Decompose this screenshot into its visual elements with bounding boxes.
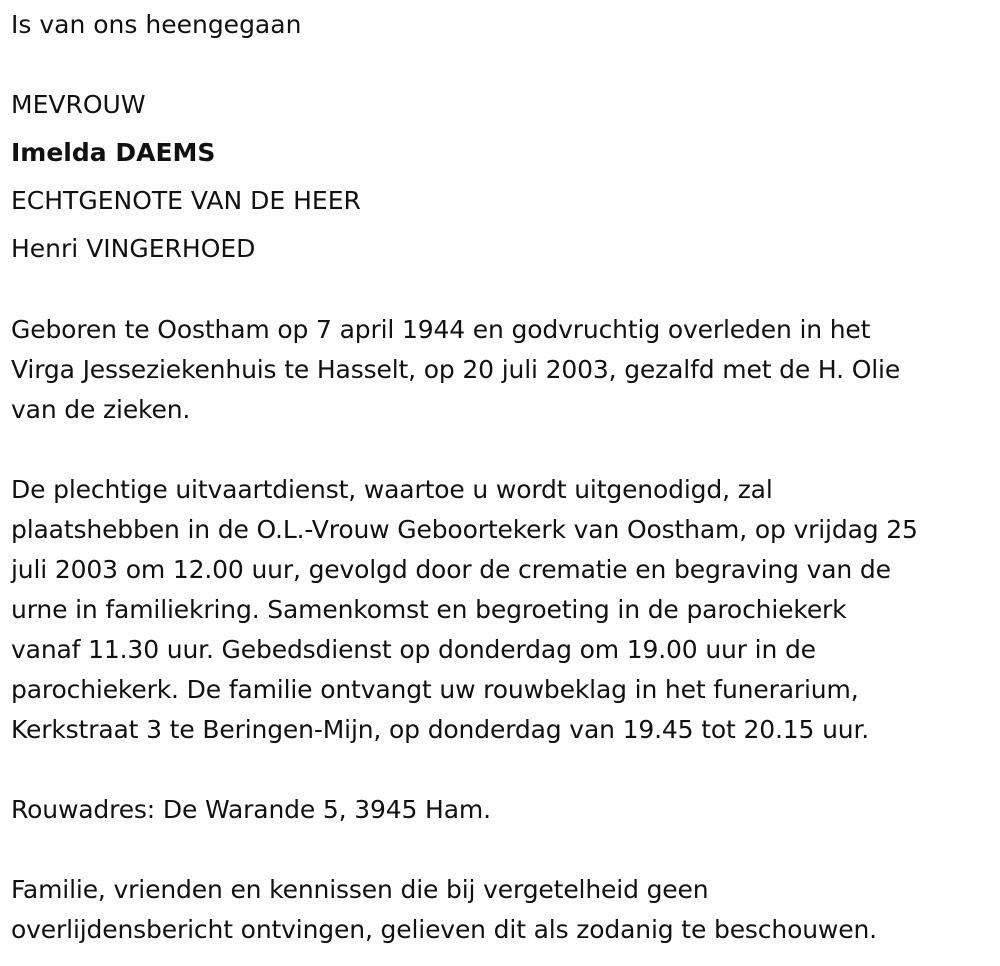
paragraph-line: van de zieken.: [11, 395, 191, 424]
paragraph-line: plaatshebben in de O.L.-Vrouw Geboortekerk van Oostham, op vrijdag 25: [11, 515, 918, 544]
paragraph-line: Familie, vrienden en kennissen die bij vergetelheid geen: [11, 875, 709, 904]
paragraph-line: De plechtige uitvaartdienst, waartoe u wordt uitgenodigd, zal: [11, 475, 773, 504]
closing-paragraph: [11, 870, 996, 950]
paragraph-line: overlijdensbericht ontvingen, gelieven dit als zodanig te beschouwen.: [11, 915, 877, 944]
spouse-name: Henri VINGERHOED: [11, 234, 256, 263]
deceased-name: Imelda DAEMS: [11, 138, 216, 167]
paragraph-line: juli 2003 om 12.00 uur, gevolgd door de crematie en begraving van de: [11, 555, 891, 584]
relation-text: ECHTGENOTE VAN DE HEER: [11, 186, 361, 215]
paragraph-line: Geboren te Oostham op 7 april 1944 en godvruchtig overleden in het: [11, 315, 871, 344]
paragraph-line: vanaf 11.30 uur. Gebedsdienst op donderdag om 19.00 uur in de: [11, 635, 816, 664]
paragraph-line: Rouwadres: De Warande 5, 3945 Ham.: [11, 795, 491, 824]
funeral-service-paragraph: [11, 470, 996, 750]
paragraph-line: parochiekerk. De familie ontvangt uw rouwbeklag in het funerarium,: [11, 675, 859, 704]
birth-death-paragraph: [11, 310, 996, 430]
paragraph-line: Virga Jesseziekenhuis te Hasselt, op 20 juli 2003, gezalfd met de H. Olie: [11, 355, 901, 384]
title-prefix: MEVROUW: [11, 90, 146, 119]
paragraph-line: urne in familiekring. Samenkomst en begroeting in de parochiekerk: [11, 595, 847, 624]
mourning-address-paragraph: [11, 790, 996, 830]
paragraph-line: Kerkstraat 3 te Beringen-Mijn, op donderdag van 19.45 tot 20.15 uur.: [11, 715, 870, 744]
intro-text: Is van ons heengegaan: [11, 10, 302, 39]
